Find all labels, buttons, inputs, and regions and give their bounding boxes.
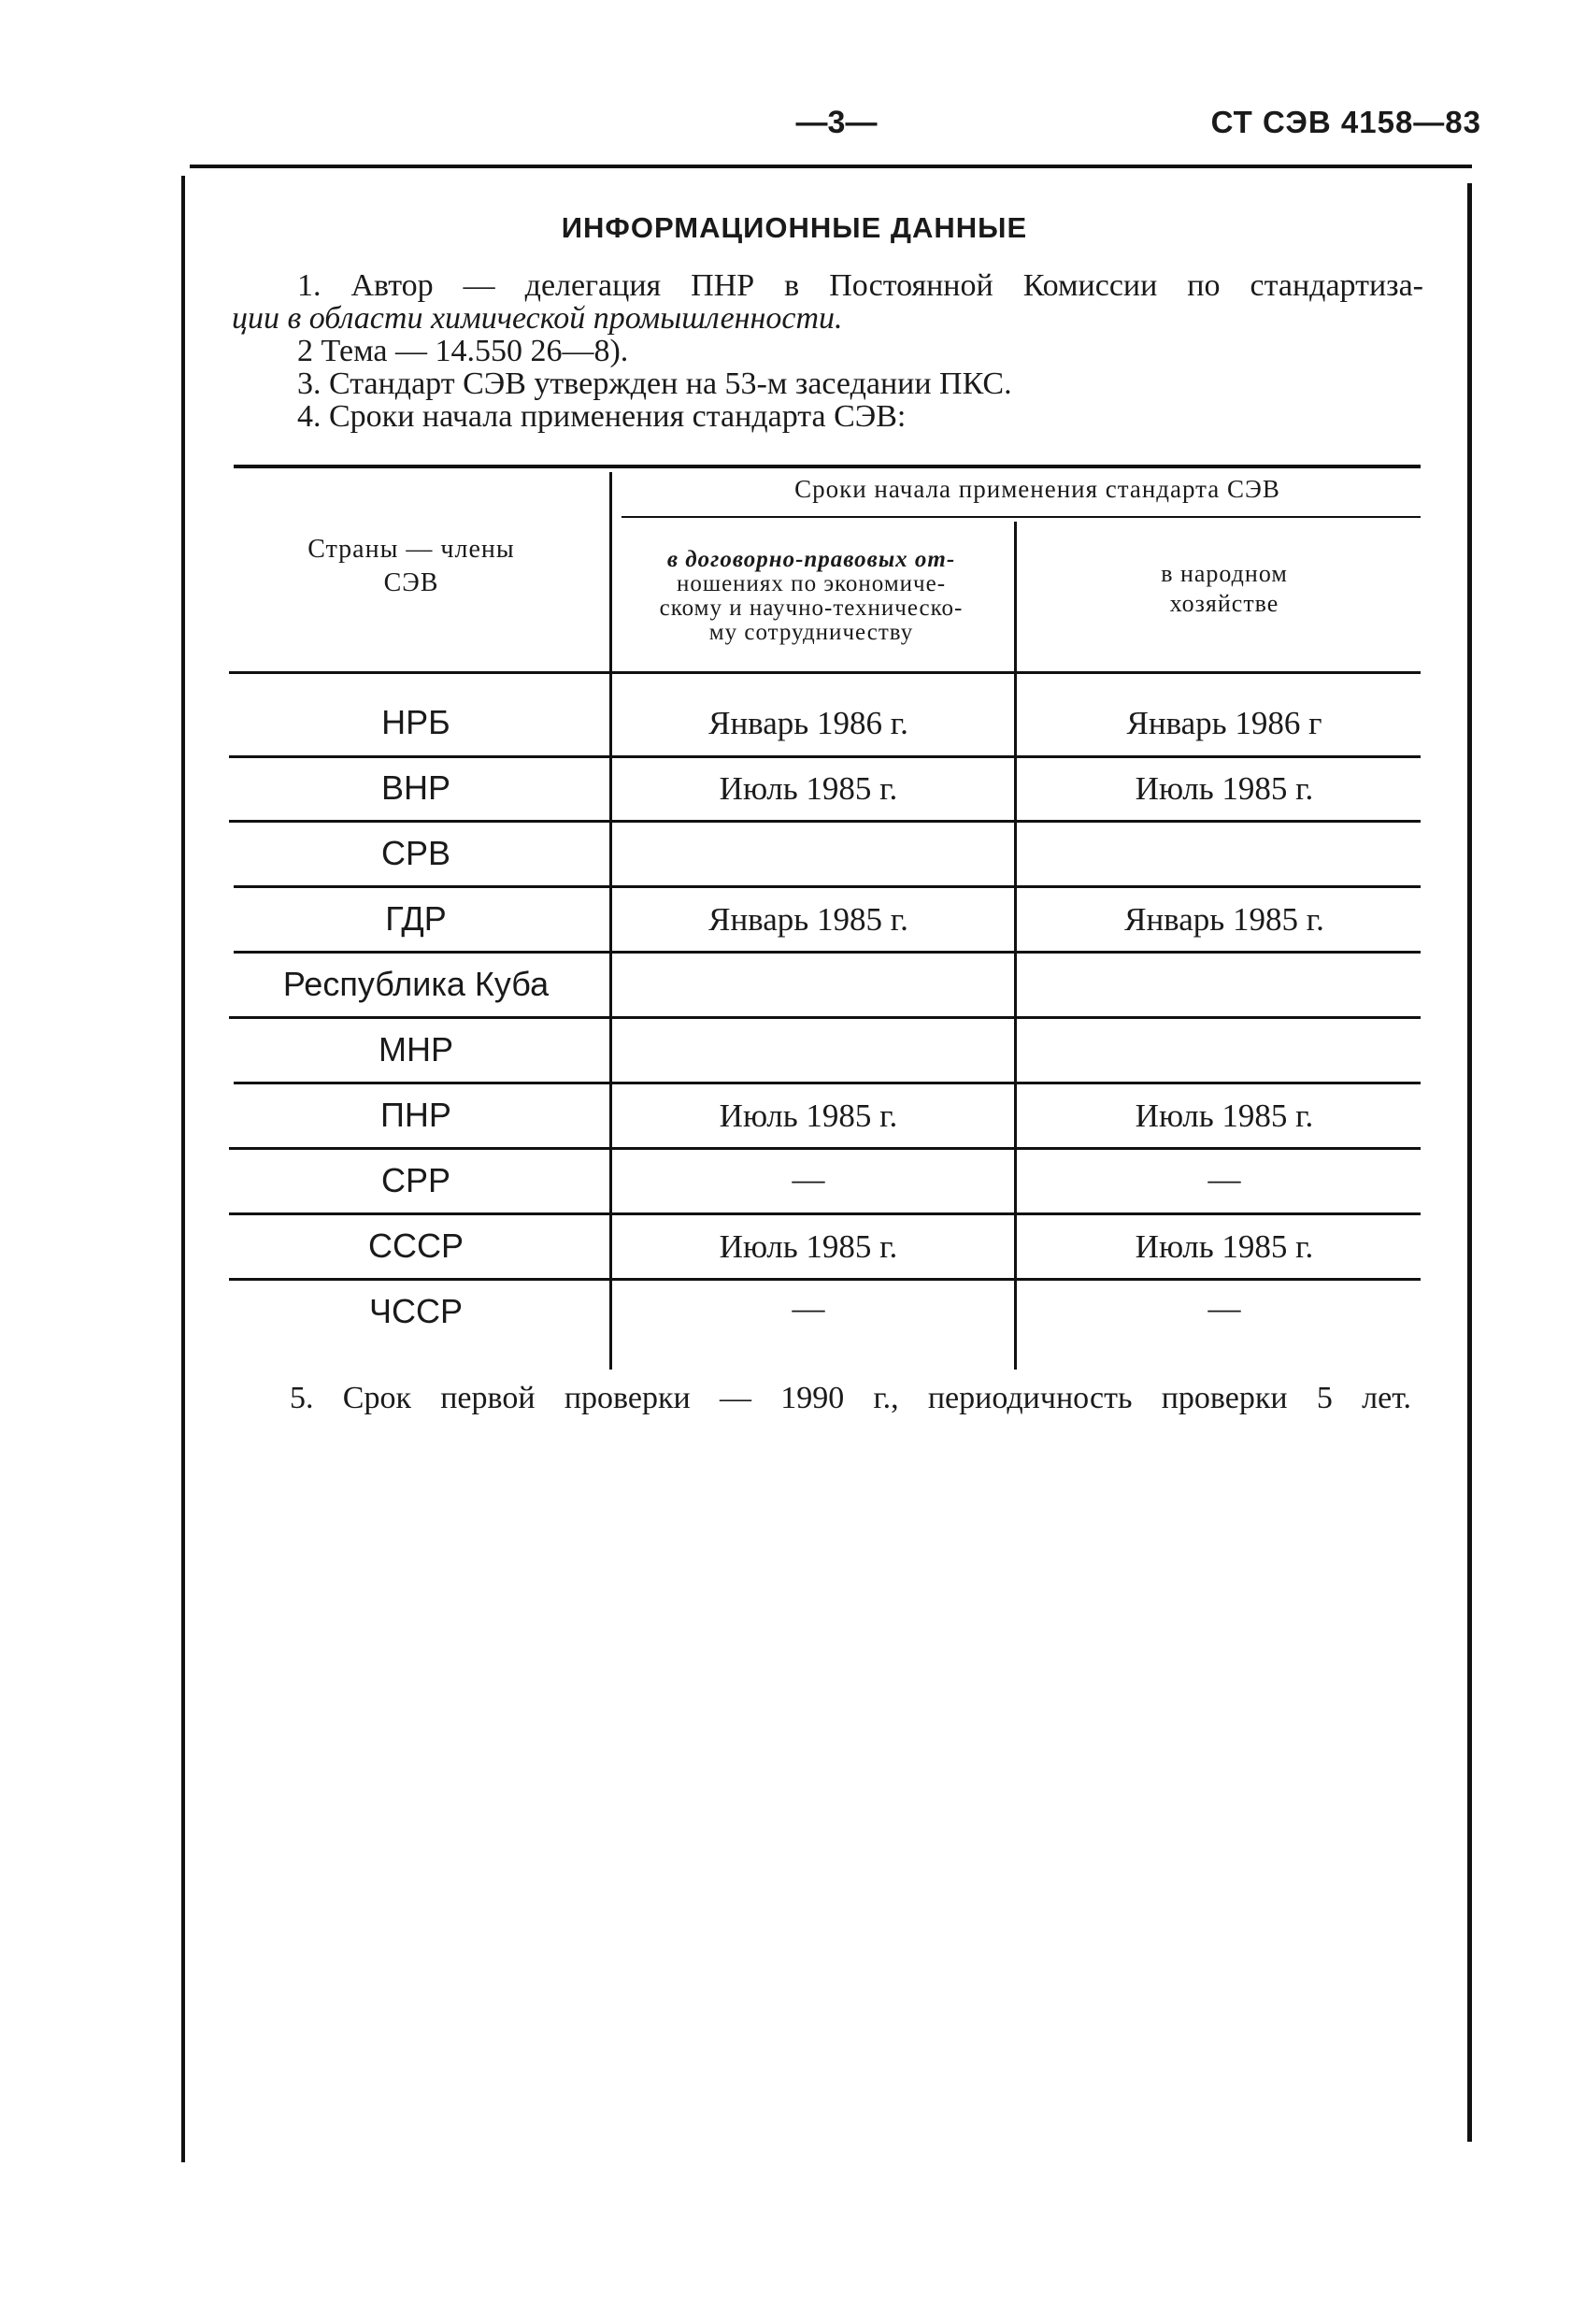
table-cell-national: Июль 1985 г. xyxy=(1135,770,1314,807)
table-cell-contract: — xyxy=(792,1290,825,1327)
table-cell-national: Июль 1985 г. xyxy=(1135,1228,1314,1265)
table-cell-contract: — xyxy=(792,1161,825,1198)
header-contractual-relations: в договорно-правовых от- ношениях по экономиче- скому и научно-техническо- му сотрудничеству xyxy=(659,547,964,645)
table-cell-country: ВНР xyxy=(380,768,451,807)
table-header-subrule xyxy=(622,516,1421,518)
table-row-rule xyxy=(234,1082,1421,1084)
header-national-economy: в народном хозяйстве xyxy=(1161,560,1288,617)
table-cell-country: НРБ xyxy=(381,703,450,741)
table-row-rule xyxy=(229,1147,1421,1150)
table-cell-country: Республика Куба xyxy=(282,965,550,1003)
table-cell-country: МНР xyxy=(379,1030,453,1069)
table-cell-national: — xyxy=(1207,1290,1241,1327)
item-1-line-2: ции в области химической промышленности. xyxy=(232,301,843,336)
table-cell-country: ЧССР xyxy=(368,1292,463,1330)
item-4: 4. Сроки начала применения стандарта СЭВ: xyxy=(297,399,907,434)
header-application-dates: Сроки начала применения стандарта СЭВ xyxy=(794,475,1280,503)
table-row-rule xyxy=(234,951,1421,954)
table-row-rule xyxy=(229,755,1421,758)
item-5: 5. Срок первой проверки — 1990 г., периодичность проверки 5 лет. xyxy=(290,1381,1411,1415)
table-cell-country: СРВ xyxy=(380,834,451,872)
table-cell-country: ГДР xyxy=(385,899,447,938)
table-header-bottom-rule xyxy=(229,671,1421,674)
item-2: 2 Тема — 14.550 26—8). xyxy=(297,334,629,368)
table-cell-country: СРР xyxy=(380,1161,451,1199)
item-1-line-1: 1. Автор — делегация ПНР в Постоянной Комиссии по стандартиза- xyxy=(297,268,1423,303)
table-row-rule xyxy=(229,1016,1421,1019)
table-cell-country: СССР xyxy=(367,1227,464,1265)
table-row-rule xyxy=(234,885,1421,888)
header-rule xyxy=(190,165,1472,168)
table-cell-country: ПНР xyxy=(380,1096,451,1134)
frame-left-border xyxy=(181,176,185,2162)
header-countries: Страны — члены СЭВ xyxy=(307,535,515,597)
table-row-rule xyxy=(229,1212,1421,1215)
section-title: ИНФОРМАЦИОННЫЕ ДАННЫЕ xyxy=(561,211,1028,244)
table-cell-national: Январь 1986 г xyxy=(1126,705,1322,741)
table-top-rule xyxy=(234,465,1421,468)
table-column-divider-2 xyxy=(1014,522,1017,1370)
item-3: 3. Стандарт СЭВ утвержден на 53-м заседании ПКС. xyxy=(297,366,1012,401)
table-cell-contract: Июль 1985 г. xyxy=(719,1228,898,1265)
table-cell-contract: Январь 1986 г. xyxy=(708,705,908,741)
table-cell-contract: Январь 1985 г. xyxy=(708,901,908,938)
table-row-rule xyxy=(229,820,1421,823)
table-cell-national: Январь 1985 г. xyxy=(1124,901,1324,938)
document-code: СТ СЭВ 4158—83 xyxy=(1210,105,1481,139)
table-cell-contract: Июль 1985 г. xyxy=(719,1097,898,1134)
page-number: —3— xyxy=(795,105,878,140)
table-cell-national: — xyxy=(1207,1161,1241,1198)
frame-right-border xyxy=(1467,183,1472,2142)
table-cell-national: Июль 1985 г. xyxy=(1135,1097,1314,1134)
table-cell-contract: Июль 1985 г. xyxy=(719,770,898,807)
table-row-rule xyxy=(229,1278,1421,1281)
